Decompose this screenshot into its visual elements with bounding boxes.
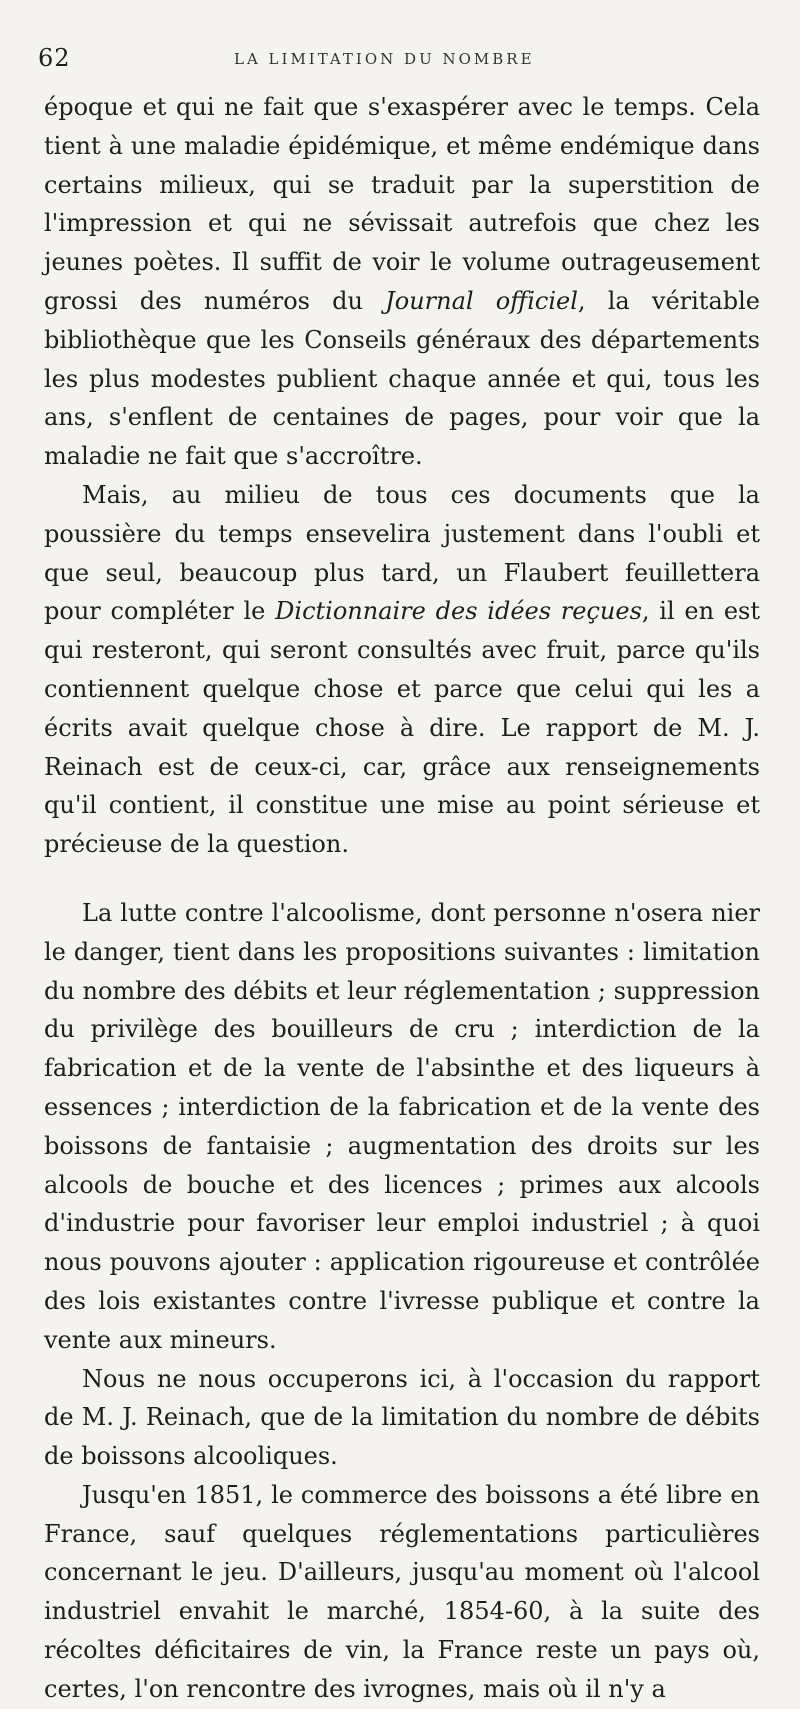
paragraph-2-end: , il en est qui resteront, qui seront consultés avec fruit, parce qu'ils contiennent quelque chose et parce que celui qui les a écrits avait quelque chose à dire. Le rapport de M. J. Reinach est de ceux-ci, car, grâce aux renseignements qu'il contient, il constitue une mise au point sérieuse et précieuse de la question. bbox=[44, 597, 761, 859]
paragraph-3: La lutte contre l'alcoolisme, dont personne n'osera nier le danger, tient dans les propositions suivantes : limitation du nombre des débits et leur réglementation ; suppression du privilège des bouilleurs de cru ; interdiction de la fabrication et de la vente de l'absinthe et des liqueurs à essences ; interdiction de la fabrication et de la vente des boissons de fantaisie ; augmentation des droits sur les alcools de bouche et des licences ; primes aux alcools d'industrie pour favoriser leur emploi industriel ; à quoi nous pouvons ajouter : application rigoureuse et contrôlée des lois existantes contre l'ivresse publique et contre la vente aux mineurs. bbox=[44, 898, 760, 1354]
paragraph-2-text: Mais, au milieu de tous ces documents que la poussière du temps ensevelira justement dans l'oubli et que seul, beaucoup plus tard, un Flaubert feuillettera pour compléter le bbox=[44, 480, 760, 626]
paragraph-1-text: époque et qui ne fait que s'exaspérer avec le temps. Cela tient à une maladie épidémique, et même endémique dans certains milieux, qui se traduit par la superstition de l'impression et qui ne sévissait autrefois que chez les jeunes poètes. Il suffit de voir le volume outrageusement grossi des numéros du bbox=[44, 93, 760, 315]
page-header bbox=[38, 40, 760, 88]
journal-title: Journal officiel bbox=[385, 286, 578, 315]
page-number: 62 bbox=[38, 44, 71, 72]
section-gap bbox=[44, 864, 760, 894]
paragraph-1 bbox=[44, 88, 760, 476]
book-page bbox=[38, 40, 761, 1709]
dictionary-title: Dictionnaire des idées reçues bbox=[275, 597, 642, 626]
paragraph-4: Nous ne nous occuperons ici, à l'occasion du rapport de M. J. Reinach, que de la limitation du nombre de débits de boissons alcooliques. bbox=[44, 1364, 760, 1471]
paragraph-5: Jusqu'en 1851, le commerce des boissons a été libre en France, sauf quelques réglementations particulières concernant le jeu. D'ailleurs, jusqu'au moment où l'alcool industriel envahit le marché, 1854-60, à la suite des récoltes déficitaires de vin, la France reste un pays où, certes, l'on rencontre des ivrognes, mais où il n'y a bbox=[44, 1480, 760, 1703]
running-title: LA LIMITATION DU NOMBRE bbox=[234, 50, 535, 68]
paragraph-1-end: , la véritable bibliothèque que les Conseils généraux des départements les plus modestes publient chaque année et qui, tous les ans, s'enflent de centaines de pages, pour voir que la maladie ne fait que s'accroître. bbox=[44, 286, 760, 471]
paragraph-2 bbox=[44, 476, 760, 864]
